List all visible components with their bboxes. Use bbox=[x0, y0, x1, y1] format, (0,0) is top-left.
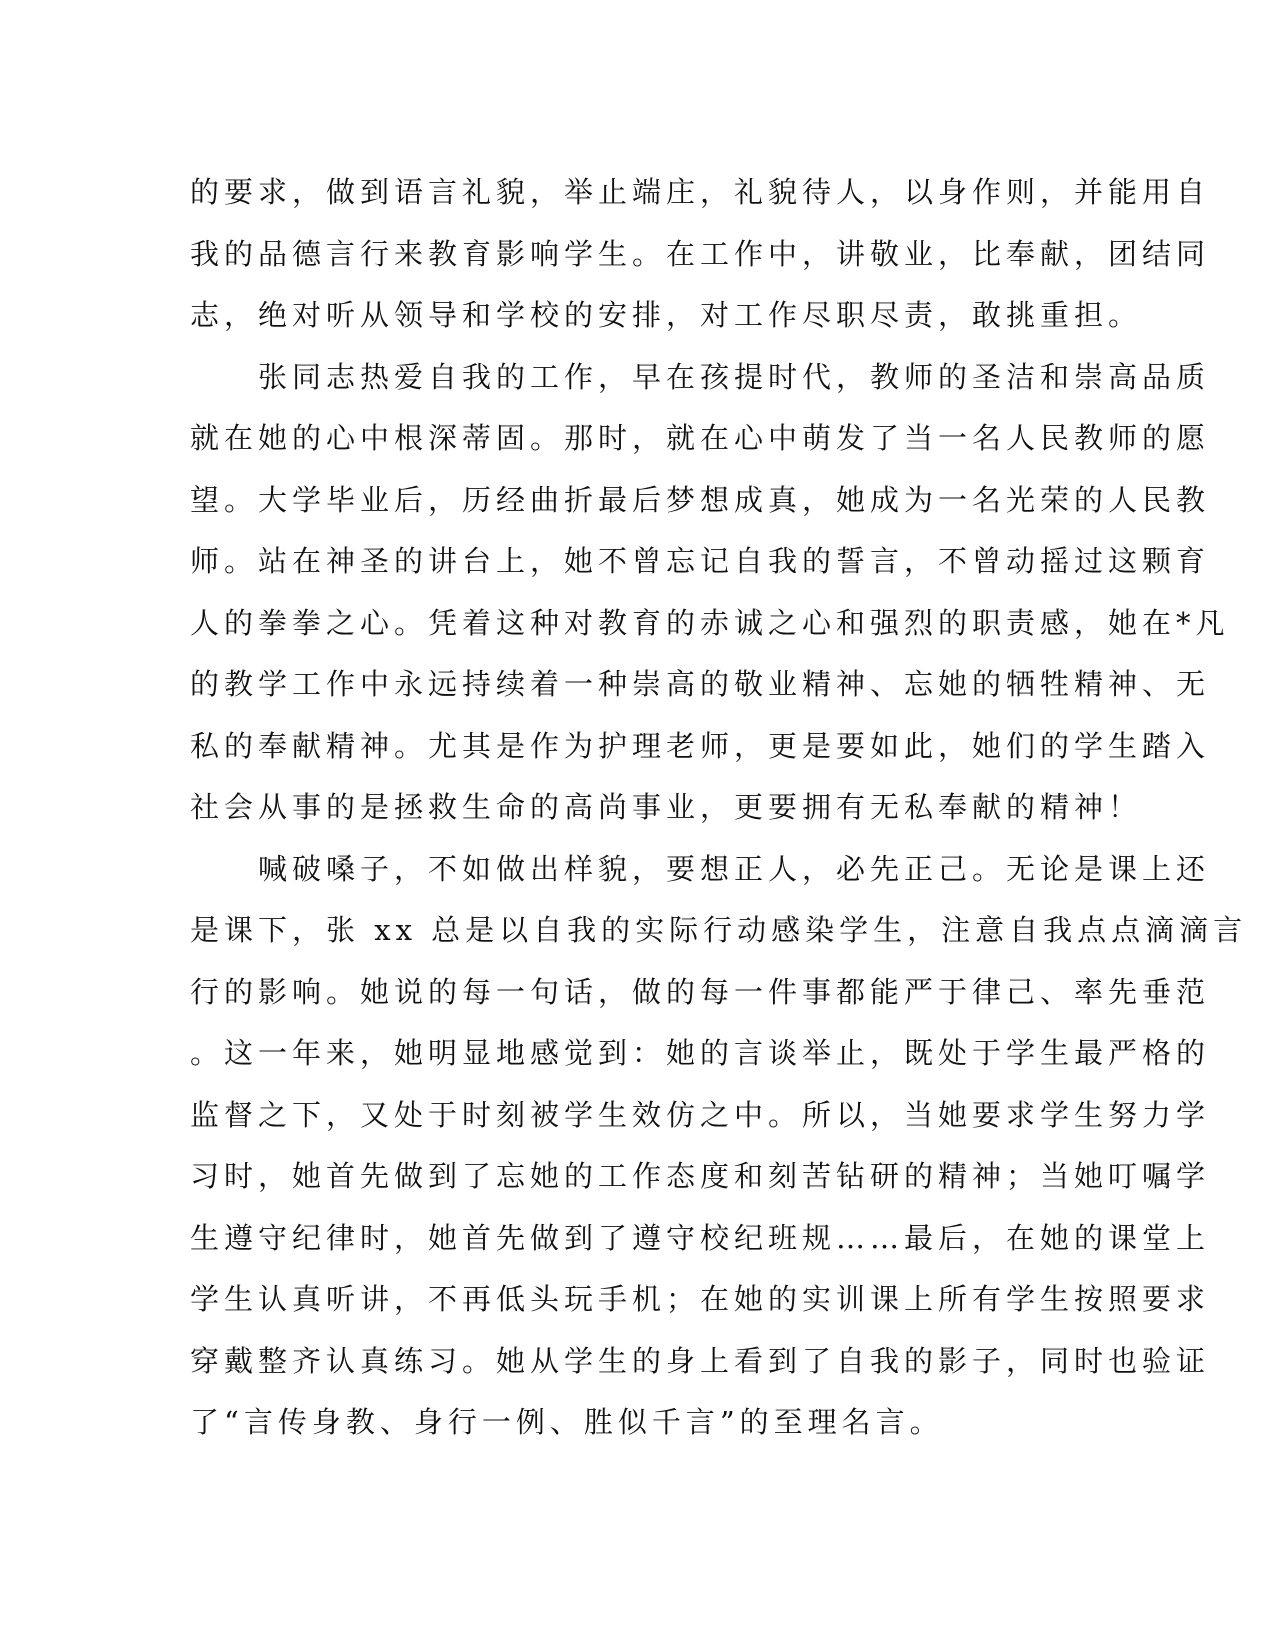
text-line: 师。站在神圣的讲台上，她不曾忘记自我的誓言，不曾动摇过这颗育 bbox=[190, 544, 1211, 578]
text-line: 习时，她首先做到了忘她的工作态度和刻苦钻研的精神；当她叮嘱学 bbox=[190, 1159, 1211, 1193]
text-line: 的要求，做到语言礼貌，举止端庄，礼貌待人，以身作则，并能用自 bbox=[190, 175, 1211, 209]
text-line: 人的拳拳之心。凭着这种对教育的赤诚之心和强烈的职责感，她在*凡 bbox=[190, 605, 1230, 640]
text-line: 的教学工作中永远持续着一种崇高的敬业精神、忘她的牺牲精神、无 bbox=[190, 667, 1211, 701]
text-line: 穿戴整齐认真练习。她从学生的身上看到了自我的影子，同时也验证 bbox=[190, 1343, 1211, 1378]
text-line: 学生认真听讲，不再低头玩手机；在她的实训课上所有学生按照要求 bbox=[190, 1282, 1211, 1316]
text-line: 私的奉献精神。尤其是作为护理老师，更是要如此，她们的学生踏入 bbox=[190, 728, 1211, 763]
text-line: 了“言传身教、身行一例、胜似千言”的至理名言。 bbox=[190, 1405, 944, 1439]
text-line: 行的影响。她说的每一句话，做的每一件事都能严于律己、率先垂范 bbox=[190, 974, 1211, 1009]
text-line: 生遵守纪律时，她首先做到了遵守校纪班规……最后，在她的课堂上 bbox=[190, 1220, 1211, 1255]
paragraph-start-line: 张同志热爱自我的工作，早在孩提时代，教师的圣洁和崇高品质 bbox=[258, 359, 1211, 394]
paragraph-start-line: 喊破嗓子，不如做出样貌，要想正人，必先正己。无论是课上还 bbox=[258, 851, 1211, 886]
body-text bbox=[190, 162, 1248, 1454]
text-line: 是课下，张 xx 总是以自我的实际行动感染学生，注意自我点点滴滴言 bbox=[190, 913, 1248, 947]
text-line: 。这一年来，她明显地感觉到：她的言谈举止，既处于学生最严格的 bbox=[190, 1036, 1211, 1070]
text-line: 志，绝对听从领导和学校的安排，对工作尽职尽责，敢挑重担。 bbox=[190, 298, 1143, 332]
text-line: 望。大学毕业后，历经曲折最后梦想成真，她成为一名光荣的人民教 bbox=[190, 482, 1211, 517]
text-line: 我的品德言行来教育影响学生。在工作中，讲敬业，比奉献，团结同 bbox=[190, 236, 1211, 271]
text-line: 就在她的心中根深蒂固。那时，就在心中萌发了当一名人民教师的愿 bbox=[190, 421, 1211, 455]
text-line: 社会从事的是拯救生命的高尚事业，更要拥有无私奉献的精神！ bbox=[190, 790, 1143, 824]
text-line: 监督之下，又处于时刻被学生效仿之中。所以，当她要求学生努力学 bbox=[190, 1097, 1211, 1132]
